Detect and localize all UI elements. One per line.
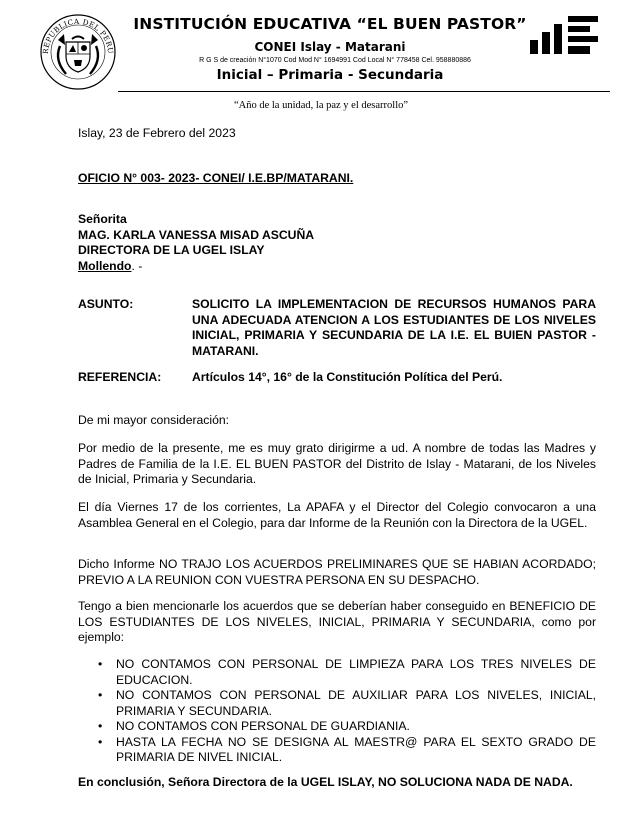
bullet-icon: •	[98, 657, 103, 671]
reference-row	[78, 370, 596, 386]
recipient-city-line	[78, 259, 596, 275]
education-levels: Inicial – Primaria - Secundaria	[216, 67, 444, 83]
subject-label: ASUNTO:	[78, 297, 134, 311]
svg-text:REPUBLICA DEL PERU: REPUBLICA DEL PERU	[40, 16, 116, 55]
paragraph-report: Dicho Informe NO TRAJO LOS ACUERDOS PRELIMINARES QUE SE HABIAN ACORDADO; PREVIO A LA REUNION CON VUESTRA PERSONA EN SU DESPACHO.	[78, 557, 596, 587]
subject-row	[78, 297, 596, 361]
header-divider	[118, 91, 610, 92]
paragraph-agreements: Tengo a bien mencionarle los acuerdos que se deberían haber conseguido en BENEFICIO DE LOS ESTUDIANTES DE LOS NIVELES, INICIAL, PRIMARIA Y SECUNDARIA, como por ejemplo:	[78, 599, 596, 644]
recipient-salutation: Señorita	[78, 212, 127, 226]
date-line: Islay, 23 de Febrero del 2023	[78, 126, 236, 140]
conclusion: En conclusión, Señora Directora de la UGEL ISLAY, NO SOLUCIONA NADA DE NADA.	[78, 775, 573, 789]
paragraph-introduction: Por medio de la presente, me es muy grato dirigirme a ud. A nombre de todas las Madres y Padres de Familia de la I.E. EL BUEN PASTOR del Distrito de Islay - Matarani, de los Niveles de Inicial, Primaria y Secundaria.	[78, 441, 596, 486]
missing-staff-list	[96, 657, 596, 766]
conei-name: CONEI Islay - Matarani	[254, 40, 406, 54]
peru-coat-of-arms-seal	[38, 12, 118, 92]
registration-info: R G S de creación N°1070 Cod Mod N° 1694991 Cod Local N° 778458 Cel. 958880886	[199, 57, 471, 64]
recipient-position: DIRECTORA DE LA UGEL ISLAY	[78, 243, 265, 257]
list-item: • HASTA LA FECHA NO SE DESIGNA AL MAESTR@ PARA EL SEXTO GRADO DE PRIMARIA DE NIVEL INICIAL.	[98, 734, 596, 764]
list-item: • NO CONTAMOS CON PERSONAL DE LIMPIEZA PARA LOS TRES NIVELES DE EDUCACION.	[98, 657, 596, 687]
greeting: De mi mayor consideración:	[78, 413, 230, 427]
bullet-icon: •	[98, 734, 103, 749]
bar-chart-logo-icon	[528, 14, 600, 56]
bullet-icon: •	[98, 719, 103, 733]
year-motto: “Año de la unidad, la paz y el desarrollo”	[233, 100, 409, 111]
recipient-block	[78, 212, 596, 274]
list-item: • NO CONTAMOS CON PERSONAL DE AUXILIAR PARA LOS NIVELES, INICIAL, PRIMARIA Y SECUNDARIA.	[98, 688, 596, 718]
institution-name: INSTITUCIÓN EDUCATIVA “EL BUEN PASTOR”	[133, 15, 527, 33]
paragraph-assembly: El día Viernes 17 de los corrientes, La APAFA y el Director del Colegio convocaron a una Asamblea General en el Colegio, para dar Informe de la Reunión con la Directora de la UGEL.	[78, 500, 596, 530]
document-reference-number: OFICIO N° 003- 2023- CONEI/ I.E.BP/MATARANI.	[78, 171, 354, 185]
letterhead	[0, 0, 642, 100]
subject-text: SOLICITO LA IMPLEMENTACION DE RECURSOS HUMANOS PARA UNA ADECUADA ATENCION A LOS ESTUDIANTES DE LOS NIVELES INICIAL, PRIMARIA Y SECUNDARIA DE LA I.E. EL BUIEN PASTOR - MATARANI.	[192, 297, 596, 358]
recipient-city-suffix: . -	[131, 258, 143, 273]
bullet-icon: •	[98, 688, 103, 702]
recipient-city: Mollendo	[78, 258, 132, 273]
reference-label: REFERENCIA:	[78, 370, 162, 384]
recipient-name: MAG. KARLA VANESSA MISAD ASCUÑA	[78, 227, 315, 242]
reference-text: Artículos 14°, 16° de la Constitución Política del Perú.	[192, 370, 503, 384]
list-item: • NO CONTAMOS CON PERSONAL DE GUARDIANIA.	[98, 719, 410, 733]
